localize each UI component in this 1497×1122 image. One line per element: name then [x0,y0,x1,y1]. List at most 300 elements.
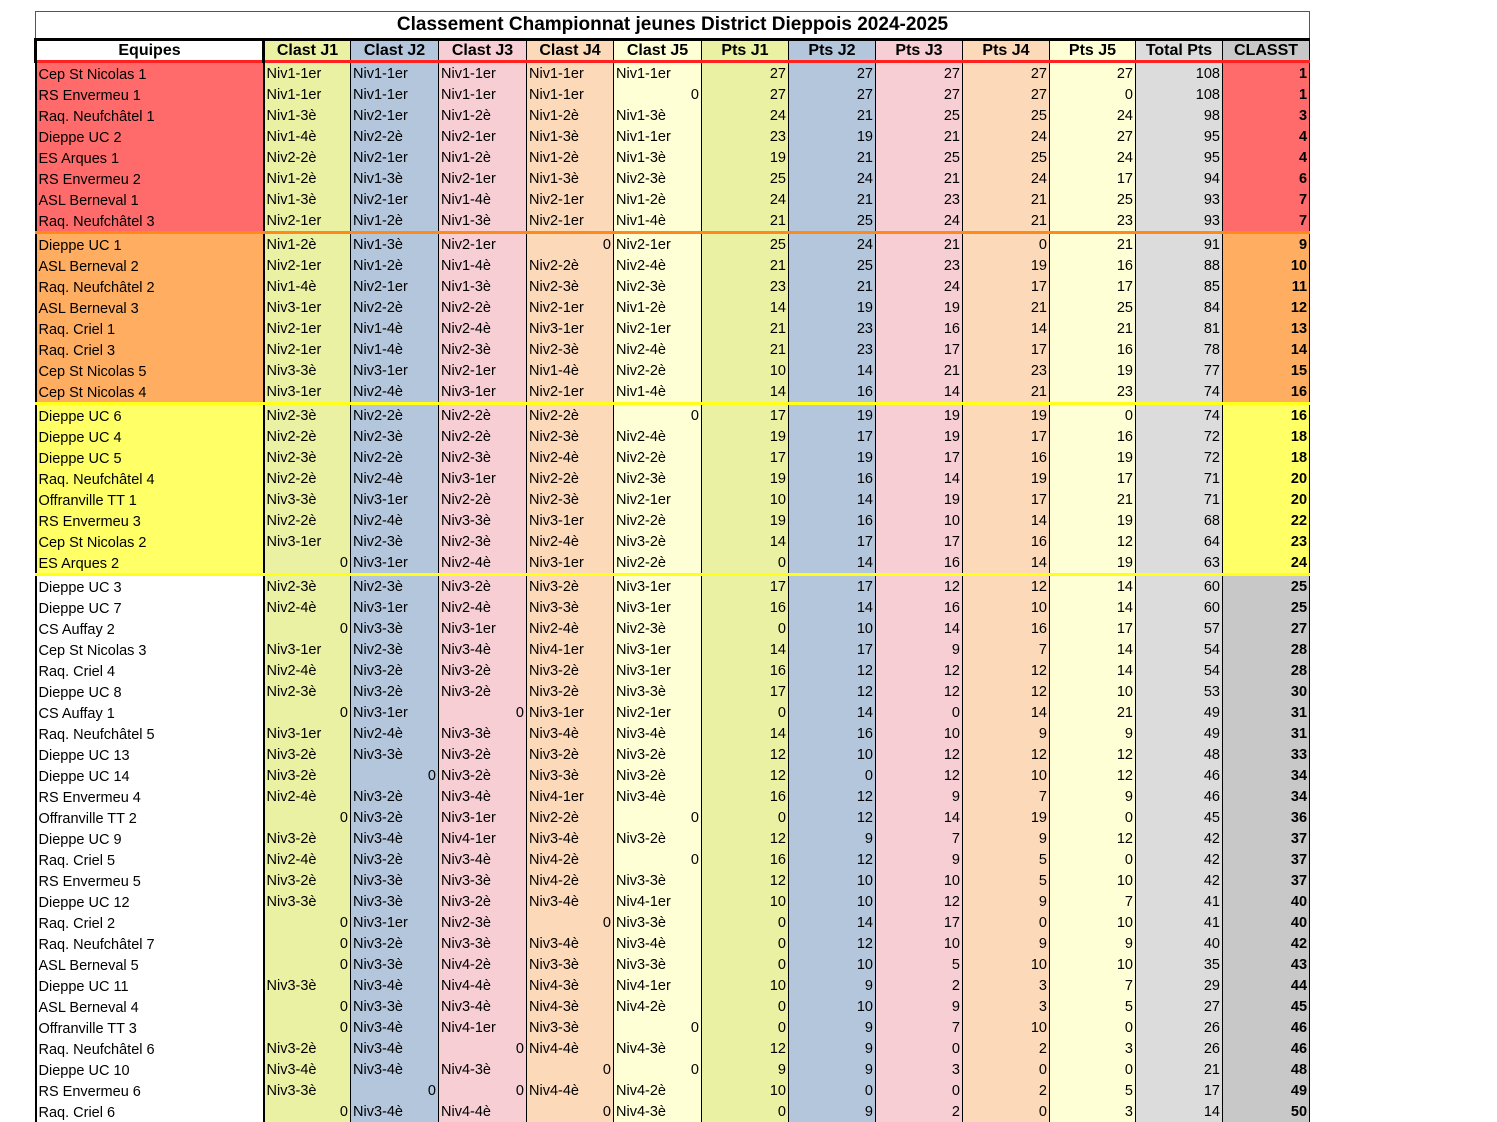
cell-pts-j3: 3 [876,1059,963,1080]
cell-clast-j5: 0 [614,1059,702,1080]
cell-clast-j4: Niv3-2è [527,744,614,765]
cell-clast-j4: Niv3-1er [527,318,614,339]
cell-clast-j2: Niv3-4è [351,1059,439,1080]
table-row [36,489,1310,510]
cell-pts-j3: 24 [876,210,963,233]
cell-clast-j5: Niv3-3è [614,870,702,891]
cell-clast-j2: Niv3-3è [351,891,439,912]
cell-pts-j4: 9 [963,828,1050,849]
cell-clast-j5: Niv3-4è [614,933,702,954]
cell-clast-j4: Niv3-2è [527,575,614,598]
cell-classt: 20 [1223,468,1310,489]
cell-pts-j1: 17 [702,575,789,598]
cell-pts-j1: 12 [702,828,789,849]
cell-pts-j3: 14 [876,381,963,404]
cell-team-name: Cep St Nicolas 4 [36,381,264,404]
cell-clast-j2: Niv3-4è [351,975,439,996]
cell-total-pts: 77 [1136,360,1223,381]
cell-pts-j4: 0 [963,1101,1050,1122]
cell-total-pts: 35 [1136,954,1223,975]
cell-pts-j4: 9 [963,891,1050,912]
cell-clast-j2: Niv1-1er [351,84,439,105]
table-row [36,147,1310,168]
cell-clast-j5: Niv2-4è [614,426,702,447]
cell-clast-j3: 0 [439,1038,527,1059]
cell-pts-j5: 19 [1050,360,1136,381]
cell-pts-j4: 14 [963,702,1050,723]
cell-pts-j2: 19 [789,404,876,427]
cell-total-pts: 45 [1136,807,1223,828]
cell-clast-j4: Niv3-3è [527,1017,614,1038]
cell-classt: 36 [1223,807,1310,828]
cell-clast-j5: Niv2-1er [614,233,702,256]
cell-clast-j4: 0 [527,1059,614,1080]
cell-total-pts: 94 [1136,168,1223,189]
cell-clast-j2: Niv1-2è [351,210,439,233]
cell-team-name: RS Envermeu 1 [36,84,264,105]
cell-pts-j4: 9 [963,933,1050,954]
cell-pts-j1: 19 [702,510,789,531]
cell-pts-j1: 10 [702,360,789,381]
cell-pts-j1: 14 [702,531,789,552]
cell-total-pts: 54 [1136,660,1223,681]
cell-team-name: Dieppe UC 5 [36,447,264,468]
cell-pts-j4: 5 [963,849,1050,870]
table-row [36,339,1310,360]
cell-clast-j3: Niv2-4è [439,552,527,575]
cell-team-name: ES Arques 1 [36,147,264,168]
cell-clast-j3: Niv3-2è [439,575,527,598]
cell-clast-j1: Niv3-1er [264,297,351,318]
cell-clast-j1: Niv3-2è [264,765,351,786]
cell-pts-j3: 5 [876,954,963,975]
cell-pts-j4: 19 [963,468,1050,489]
cell-pts-j4: 25 [963,147,1050,168]
cell-clast-j1: Niv3-4è [264,1059,351,1080]
table-row [36,84,1310,105]
cell-clast-j5: Niv3-3è [614,681,702,702]
table-row [36,233,1310,256]
cell-classt: 37 [1223,870,1310,891]
cell-clast-j5: Niv3-1er [614,639,702,660]
cell-team-name: ASL Berneval 1 [36,189,264,210]
cell-pts-j4: 16 [963,618,1050,639]
cell-clast-j3: Niv3-3è [439,723,527,744]
cell-pts-j3: 16 [876,552,963,575]
table-row [36,849,1310,870]
cell-clast-j2: Niv2-1er [351,105,439,126]
cell-clast-j1: 0 [264,912,351,933]
cell-total-pts: 78 [1136,339,1223,360]
cell-pts-j4: 17 [963,489,1050,510]
cell-clast-j2: Niv2-4è [351,381,439,404]
cell-pts-j2: 25 [789,255,876,276]
cell-pts-j1: 27 [702,62,789,85]
cell-pts-j1: 12 [702,765,789,786]
cell-pts-j3: 2 [876,975,963,996]
cell-team-name: Raq. Neufchâtel 6 [36,1038,264,1059]
cell-clast-j5: Niv3-3è [614,912,702,933]
cell-pts-j4: 24 [963,168,1050,189]
cell-team-name: Raq. Neufchâtel 4 [36,468,264,489]
cell-pts-j2: 10 [789,618,876,639]
cell-pts-j4: 12 [963,681,1050,702]
cell-clast-j5: 0 [614,84,702,105]
cell-classt: 11 [1223,276,1310,297]
cell-classt: 40 [1223,891,1310,912]
cell-pts-j3: 12 [876,891,963,912]
cell-pts-j5: 17 [1050,168,1136,189]
table-row [36,954,1310,975]
cell-clast-j3: Niv3-4è [439,849,527,870]
cell-pts-j3: 9 [876,849,963,870]
cell-clast-j2: 0 [351,1080,439,1101]
cell-pts-j1: 21 [702,255,789,276]
cell-clast-j4: Niv4-1er [527,786,614,807]
cell-clast-j2: Niv3-1er [351,489,439,510]
cell-classt: 28 [1223,660,1310,681]
header-row [36,40,1310,62]
cell-team-name: Offranville TT 3 [36,1017,264,1038]
cell-pts-j2: 12 [789,660,876,681]
cell-total-pts: 91 [1136,233,1223,256]
cell-total-pts: 46 [1136,786,1223,807]
cell-pts-j2: 0 [789,1080,876,1101]
header-pts-j3: Pts J3 [876,40,963,62]
cell-pts-j3: 2 [876,1101,963,1122]
cell-classt: 14 [1223,339,1310,360]
title-row [36,12,1310,40]
cell-classt: 45 [1223,996,1310,1017]
cell-pts-j1: 14 [702,297,789,318]
cell-pts-j5: 16 [1050,339,1136,360]
cell-pts-j1: 21 [702,318,789,339]
cell-clast-j1: Niv2-3è [264,404,351,427]
cell-pts-j4: 10 [963,954,1050,975]
cell-pts-j1: 14 [702,723,789,744]
cell-clast-j4: Niv3-4è [527,723,614,744]
cell-pts-j5: 14 [1050,660,1136,681]
cell-clast-j5: Niv3-4è [614,723,702,744]
cell-pts-j2: 21 [789,189,876,210]
cell-clast-j4: Niv1-2è [527,105,614,126]
cell-clast-j5: 0 [614,849,702,870]
cell-pts-j5: 0 [1050,807,1136,828]
cell-team-name: Dieppe UC 12 [36,891,264,912]
cell-clast-j2: Niv2-4è [351,723,439,744]
cell-pts-j2: 21 [789,276,876,297]
cell-clast-j4: Niv4-2è [527,849,614,870]
cell-clast-j4: Niv3-2è [527,681,614,702]
cell-clast-j4: Niv3-4è [527,891,614,912]
cell-clast-j3: Niv4-1er [439,1017,527,1038]
cell-clast-j3: 0 [439,1080,527,1101]
table-row [36,360,1310,381]
cell-clast-j1: 0 [264,807,351,828]
cell-clast-j4: Niv2-3è [527,339,614,360]
cell-pts-j3: 21 [876,126,963,147]
cell-clast-j1: Niv2-1er [264,210,351,233]
cell-classt: 28 [1223,639,1310,660]
cell-pts-j3: 10 [876,933,963,954]
cell-clast-j2: Niv3-1er [351,702,439,723]
header-clast-j2: Clast J2 [351,40,439,62]
cell-team-name: Dieppe UC 9 [36,828,264,849]
cell-pts-j3: 19 [876,297,963,318]
cell-team-name: Raq. Neufchâtel 2 [36,276,264,297]
cell-pts-j4: 27 [963,62,1050,85]
cell-clast-j4: Niv2-1er [527,381,614,404]
cell-pts-j4: 21 [963,297,1050,318]
cell-classt: 13 [1223,318,1310,339]
cell-team-name: RS Envermeu 5 [36,870,264,891]
cell-clast-j5: Niv1-4è [614,381,702,404]
cell-pts-j5: 23 [1050,381,1136,404]
cell-clast-j5: Niv3-1er [614,660,702,681]
cell-total-pts: 93 [1136,189,1223,210]
table-row [36,681,1310,702]
cell-total-pts: 49 [1136,702,1223,723]
cell-clast-j1: Niv2-3è [264,575,351,598]
cell-clast-j1: Niv3-2è [264,744,351,765]
cell-classt: 9 [1223,233,1310,256]
cell-pts-j5: 0 [1050,1017,1136,1038]
cell-total-pts: 26 [1136,1017,1223,1038]
cell-pts-j2: 12 [789,849,876,870]
cell-pts-j3: 19 [876,489,963,510]
table-row [36,1080,1310,1101]
cell-classt: 10 [1223,255,1310,276]
cell-clast-j2: Niv3-4è [351,1101,439,1122]
cell-total-pts: 26 [1136,1038,1223,1059]
cell-clast-j3: Niv2-2è [439,426,527,447]
cell-pts-j3: 0 [876,702,963,723]
cell-pts-j4: 3 [963,975,1050,996]
header-pts-j4: Pts J4 [963,40,1050,62]
cell-classt: 31 [1223,702,1310,723]
table-row [36,1017,1310,1038]
cell-clast-j4: Niv4-2è [527,870,614,891]
cell-clast-j3: Niv1-3è [439,210,527,233]
table-row [36,255,1310,276]
cell-team-name: Cep St Nicolas 2 [36,531,264,552]
cell-total-pts: 63 [1136,552,1223,575]
cell-clast-j4: Niv1-1er [527,62,614,85]
cell-pts-j3: 7 [876,828,963,849]
cell-pts-j5: 9 [1050,786,1136,807]
cell-clast-j4: Niv2-4è [527,531,614,552]
cell-pts-j1: 0 [702,702,789,723]
cell-total-pts: 60 [1136,575,1223,598]
table-row [36,975,1310,996]
cell-total-pts: 74 [1136,381,1223,404]
cell-classt: 23 [1223,531,1310,552]
cell-team-name: Dieppe UC 7 [36,597,264,618]
cell-team-name: ASL Berneval 4 [36,996,264,1017]
cell-team-name: Raq. Neufchâtel 1 [36,105,264,126]
cell-clast-j2: Niv3-3è [351,618,439,639]
cell-total-pts: 53 [1136,681,1223,702]
cell-pts-j2: 9 [789,1101,876,1122]
table-row [36,786,1310,807]
cell-classt: 1 [1223,62,1310,85]
cell-clast-j1: Niv2-4è [264,786,351,807]
cell-clast-j5: 0 [614,1017,702,1038]
cell-total-pts: 41 [1136,891,1223,912]
cell-clast-j4: Niv4-3è [527,975,614,996]
cell-clast-j5: 0 [614,807,702,828]
cell-team-name: Dieppe UC 13 [36,744,264,765]
cell-pts-j3: 16 [876,318,963,339]
cell-clast-j1: Niv3-1er [264,723,351,744]
cell-pts-j4: 25 [963,105,1050,126]
cell-clast-j3: Niv2-3è [439,339,527,360]
cell-pts-j2: 17 [789,426,876,447]
cell-pts-j3: 25 [876,105,963,126]
header-classt: CLASST [1223,40,1310,62]
cell-clast-j5: Niv4-2è [614,1080,702,1101]
table-row [36,744,1310,765]
cell-team-name: ASL Berneval 2 [36,255,264,276]
cell-pts-j5: 5 [1050,1080,1136,1101]
table-row [36,870,1310,891]
cell-pts-j3: 23 [876,189,963,210]
cell-pts-j5: 9 [1050,933,1136,954]
header-equipes: Equipes [36,40,264,62]
cell-pts-j4: 19 [963,404,1050,427]
cell-total-pts: 81 [1136,318,1223,339]
cell-clast-j3: Niv3-3è [439,933,527,954]
cell-clast-j5: Niv1-3è [614,147,702,168]
cell-clast-j4: Niv3-1er [527,552,614,575]
cell-clast-j3: Niv3-4è [439,996,527,1017]
cell-clast-j4: Niv2-2è [527,255,614,276]
header-clast-j4: Clast J4 [527,40,614,62]
cell-pts-j5: 16 [1050,255,1136,276]
cell-clast-j3: Niv3-2è [439,765,527,786]
cell-classt: 30 [1223,681,1310,702]
cell-pts-j1: 25 [702,168,789,189]
cell-pts-j2: 16 [789,381,876,404]
cell-pts-j5: 12 [1050,531,1136,552]
cell-pts-j2: 14 [789,360,876,381]
cell-classt: 4 [1223,147,1310,168]
cell-clast-j2: Niv2-3è [351,639,439,660]
cell-clast-j3: Niv4-4è [439,975,527,996]
cell-clast-j1: Niv3-2è [264,828,351,849]
cell-total-pts: 88 [1136,255,1223,276]
cell-pts-j2: 17 [789,531,876,552]
cell-clast-j1: Niv3-1er [264,639,351,660]
cell-classt: 18 [1223,426,1310,447]
cell-clast-j1: Niv2-4è [264,597,351,618]
cell-clast-j4: Niv4-4è [527,1038,614,1059]
table-row [36,807,1310,828]
cell-clast-j3: Niv3-2è [439,744,527,765]
table-row [36,510,1310,531]
cell-clast-j3: Niv4-4è [439,1101,527,1122]
cell-pts-j2: 17 [789,575,876,598]
cell-pts-j3: 9 [876,786,963,807]
cell-pts-j3: 0 [876,1080,963,1101]
cell-pts-j1: 23 [702,126,789,147]
cell-pts-j1: 19 [702,468,789,489]
table-row [36,891,1310,912]
cell-clast-j1: Niv3-2è [264,870,351,891]
cell-clast-j3: Niv2-3è [439,447,527,468]
cell-clast-j4: Niv2-1er [527,189,614,210]
cell-clast-j3: Niv2-1er [439,233,527,256]
cell-clast-j4: 0 [527,912,614,933]
cell-total-pts: 108 [1136,62,1223,85]
cell-pts-j2: 24 [789,168,876,189]
table-row [36,447,1310,468]
cell-pts-j4: 19 [963,807,1050,828]
cell-clast-j5: Niv2-2è [614,447,702,468]
cell-pts-j1: 17 [702,447,789,468]
cell-pts-j5: 19 [1050,552,1136,575]
cell-pts-j4: 12 [963,575,1050,598]
cell-clast-j3: Niv2-2è [439,297,527,318]
cell-clast-j4: Niv1-3è [527,168,614,189]
cell-clast-j3: Niv1-1er [439,84,527,105]
cell-pts-j4: 9 [963,723,1050,744]
table-row [36,531,1310,552]
cell-total-pts: 68 [1136,510,1223,531]
cell-clast-j5: Niv3-1er [614,597,702,618]
cell-pts-j1: 10 [702,489,789,510]
cell-clast-j1: Niv1-2è [264,168,351,189]
table-row [36,639,1310,660]
cell-clast-j5: Niv3-2è [614,828,702,849]
cell-team-name: Dieppe UC 1 [36,233,264,256]
cell-pts-j4: 2 [963,1038,1050,1059]
cell-team-name: CS Auffay 1 [36,702,264,723]
cell-pts-j4: 0 [963,233,1050,256]
cell-pts-j3: 23 [876,255,963,276]
cell-clast-j1: Niv2-2è [264,468,351,489]
cell-clast-j4: Niv2-2è [527,404,614,427]
cell-clast-j2: Niv1-3è [351,233,439,256]
cell-pts-j1: 0 [702,618,789,639]
cell-total-pts: 42 [1136,828,1223,849]
cell-team-name: Raq. Criel 3 [36,339,264,360]
table-row [36,105,1310,126]
cell-pts-j1: 19 [702,147,789,168]
cell-clast-j2: Niv3-2è [351,681,439,702]
cell-clast-j4: Niv3-3è [527,954,614,975]
cell-clast-j1: 0 [264,702,351,723]
cell-clast-j4: Niv1-3è [527,126,614,147]
cell-clast-j2: Niv1-3è [351,168,439,189]
cell-pts-j3: 14 [876,618,963,639]
cell-clast-j1: Niv1-1er [264,62,351,85]
cell-clast-j2: Niv3-3è [351,954,439,975]
cell-team-name: CS Auffay 2 [36,618,264,639]
cell-clast-j3: Niv1-4è [439,189,527,210]
cell-clast-j2: Niv3-4è [351,828,439,849]
cell-clast-j5: Niv2-3è [614,276,702,297]
cell-pts-j4: 17 [963,426,1050,447]
cell-clast-j2: Niv3-2è [351,786,439,807]
table-row [36,62,1310,85]
cell-pts-j2: 23 [789,339,876,360]
cell-pts-j5: 12 [1050,765,1136,786]
cell-clast-j3: Niv4-3è [439,1059,527,1080]
cell-classt: 34 [1223,765,1310,786]
cell-pts-j5: 14 [1050,597,1136,618]
cell-pts-j5: 21 [1050,318,1136,339]
